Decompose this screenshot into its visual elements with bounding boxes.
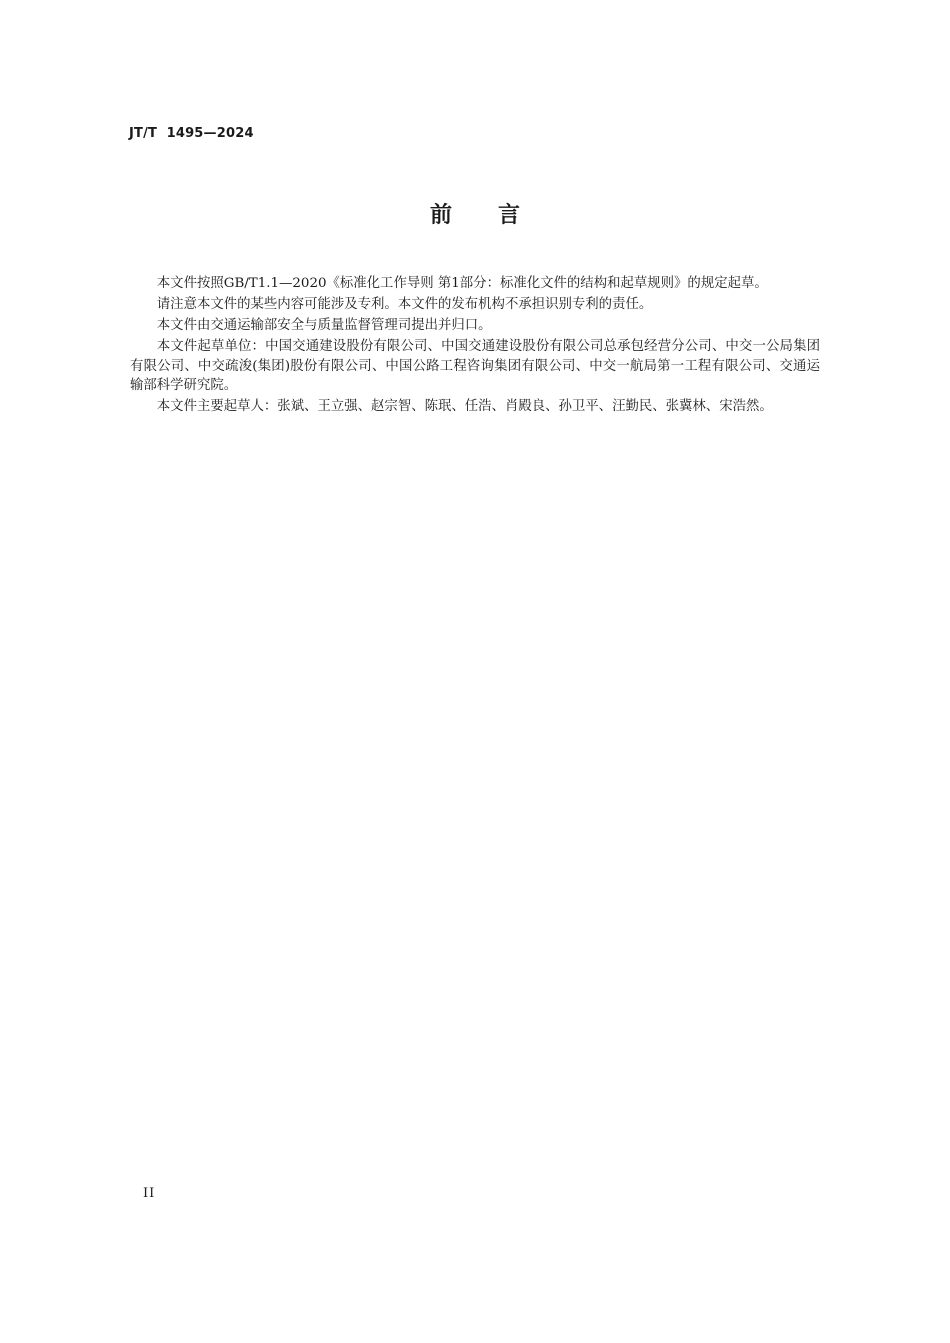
paragraph-drafting-units: 本文件起草单位：中国交通建设股份有限公司、中国交通建设股份有限公司总承包经营分公司、中交一公局集团有限公司、中交疏浚(集团)股份有限公司、中国公路工程咨询集团有限公司、中交一航局第一工程有限公司、交通运输部科学研究院。 [130, 339, 820, 393]
paragraph-drafters: 本文件主要起草人：张斌、王立强、赵宗智、陈珉、任浩、肖殿良、孙卫平、汪勤民、张冀林、宋浩然。 [156, 399, 773, 414]
paragraph-proposer: 本文件由交通运输部安全与质量监督管理司提出并归口。 [156, 318, 492, 333]
foreword-content [130, 274, 820, 418]
page-number: II [143, 1186, 156, 1201]
paragraph-patent-notice: 请注意本文件的某些内容可能涉及专利。本文件的发布机构不承担识别专利的责任。 [156, 297, 653, 312]
page-title: 前言 [429, 203, 566, 228]
paragraph-drafting-rules: 本文件按照GB/T1.1—2020《标准化工作导则 第1部分：标准化文件的结构和起草规则》的规定起草。 [156, 276, 768, 291]
standard-code: JT/T 1495—2024 [129, 126, 254, 141]
